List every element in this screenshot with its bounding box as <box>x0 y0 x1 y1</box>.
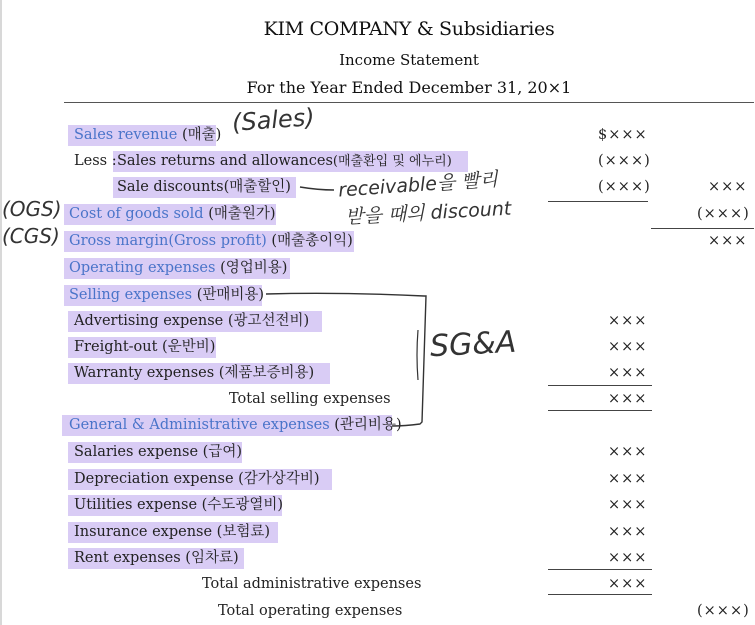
salaries-label: Salaries expense (급여) <box>74 444 242 460</box>
discount-note-line1: receivable을 빨리 <box>337 168 499 202</box>
selling-label: Selling expenses <box>69 287 193 303</box>
cogs-korean: (매출원가) <box>208 206 276 222</box>
amount-rent: ××× <box>608 550 648 566</box>
insurance-label: Insurance expense (보험료) <box>74 524 270 540</box>
freight-label: Freight-out (운반비) <box>74 339 216 355</box>
amount-warranty: ××× <box>608 365 648 381</box>
cogs-label: Cost of goods sold <box>69 206 204 222</box>
total-opex-label: Total operating expenses <box>218 603 403 619</box>
sga-tick-stroke <box>417 330 418 380</box>
period-title: For the Year Ended December 31, 20×1 <box>246 78 572 97</box>
amount-gross: ××× <box>708 233 748 249</box>
total-admin-label: Total administrative expenses <box>202 576 422 592</box>
selling-korean: (판매비용) <box>196 287 265 303</box>
gross-label: Gross margin(Gross profit) <box>69 233 267 249</box>
statement-title: Income Statement <box>339 51 479 69</box>
amount-net-sales: ××× <box>708 179 748 195</box>
cgs-note: (CGS) <box>2 224 60 248</box>
ogs-note: (OGS) <box>2 197 62 221</box>
amount-total-admin: ××× <box>608 576 648 592</box>
amount-advertising: ××× <box>608 313 648 329</box>
discounts-label: Sale discounts <box>117 179 224 195</box>
ga-korean: (관리비용) <box>334 417 402 433</box>
amount-sales: $××× <box>598 127 648 143</box>
returns-korean: (매출환입 및 에누리) <box>332 154 452 169</box>
opex-label: Operating expenses <box>69 260 216 276</box>
amount-insurance: ××× <box>608 524 648 540</box>
amount-cogs: (×××) <box>697 206 750 222</box>
discount-note-line2: 받을 때의 discount <box>344 197 512 229</box>
sales-revenue-korean: (매출) <box>182 127 222 143</box>
amount-total-opex: (×××) <box>697 603 750 619</box>
less-label: Less : <box>74 153 117 169</box>
amount-utilities: ××× <box>608 497 648 513</box>
total-selling-label: Total selling expenses <box>229 391 391 407</box>
warranty-label: Warranty expenses (제품보증비용) <box>74 365 315 381</box>
amount-total-selling: ××× <box>608 391 648 407</box>
rent-label: Rent expenses (임차료) <box>74 550 239 566</box>
advertising-label: Advertising expense (광고선전비) <box>74 313 310 329</box>
discount-arrow-stroke <box>300 187 334 190</box>
sga-note: SG&A <box>429 324 518 365</box>
returns-label: Sales returns and allowances <box>117 153 333 169</box>
company-title: KIM COMPANY & Subsidiaries <box>263 18 555 40</box>
utilities-label: Utilities expense (수도광열비) <box>74 497 283 513</box>
gross-korean: (매출총이익) <box>271 233 353 249</box>
amount-discounts: (×××) <box>598 179 651 195</box>
sga-bracket-stroke <box>266 293 426 426</box>
sales-handwritten-note: (Sales) <box>231 103 316 137</box>
amount-freight: ××× <box>608 339 648 355</box>
amount-depreciation: ××× <box>608 471 648 487</box>
discounts-korean: (매출할인) <box>223 179 291 195</box>
ga-label: General & Administrative expenses <box>69 417 330 433</box>
amount-salaries: ××× <box>608 444 648 460</box>
opex-korean: (영업비용) <box>220 260 288 276</box>
depreciation-label: Depreciation expense (감가상각비) <box>74 471 320 487</box>
sales-revenue-label: Sales revenue <box>74 127 178 143</box>
amount-returns: (×××) <box>598 153 651 169</box>
